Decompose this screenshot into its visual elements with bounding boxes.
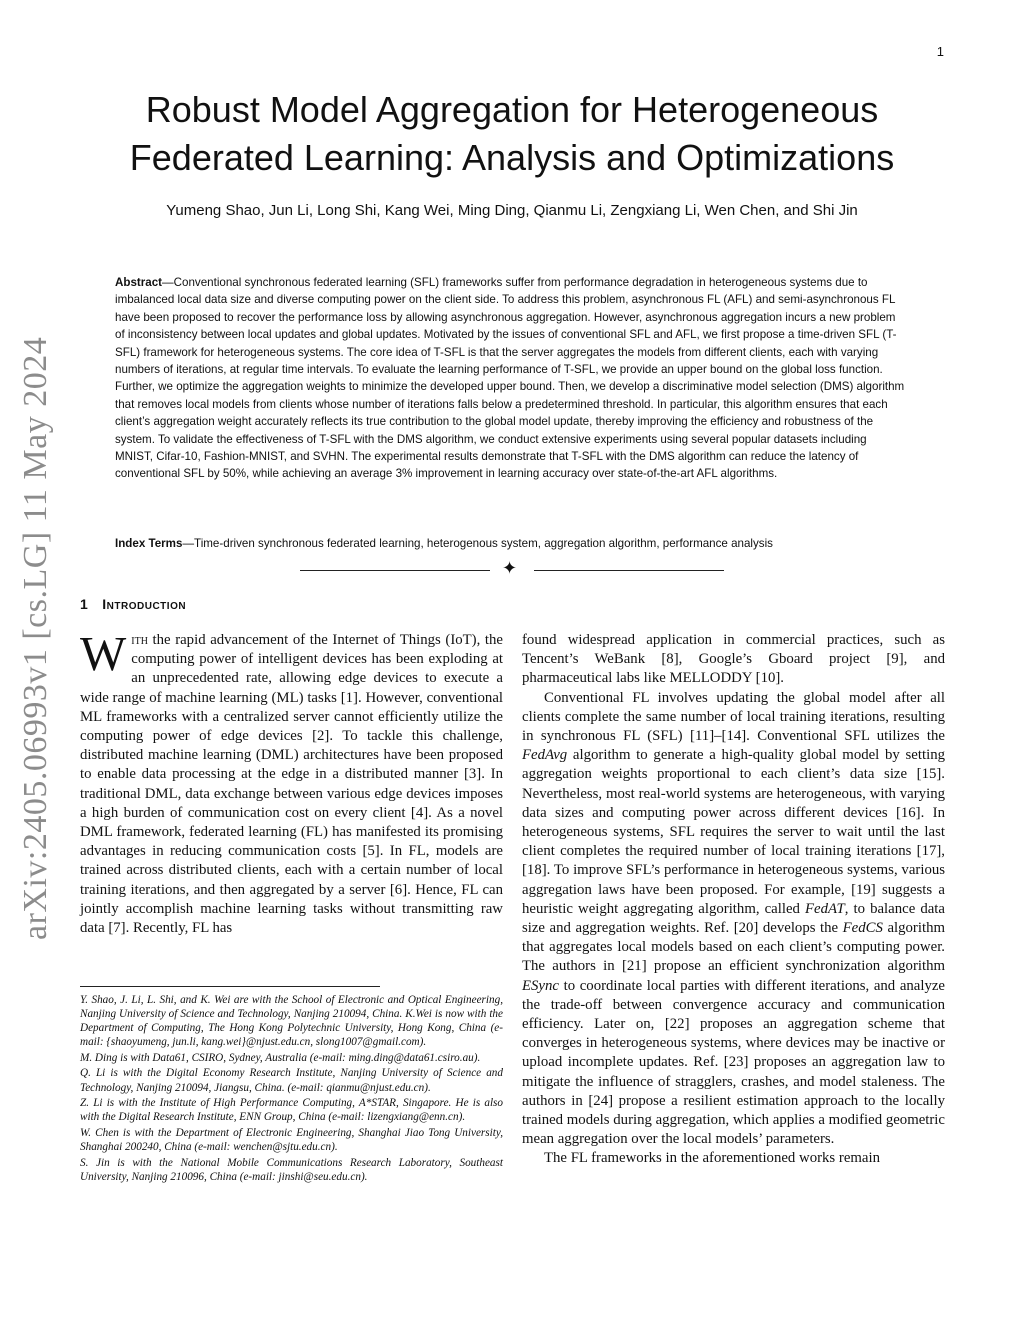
index-terms-text: —Time-driven synchronous federated learning, heterogenous system, aggregation algorithm, performance analysis bbox=[182, 537, 773, 550]
abstract bbox=[115, 274, 907, 483]
intro-paragraph-1-text: the rapid advancement of the Internet of Things (IoT), the computing power of intelligent devices has been exploding at an unprecedented rate, allowing edge devices to execute a wide range of machine learning (ML) tasks [1]. However, conventional ML frameworks with a centralized server cannot efficiently utilize the computing power of edge devices [2]. To tackle this challenge, distributed machine learning (DML) architectures have been proposed to enable data processing at the edge in a distributed manner [3]. In traditional DML, data exchange between various edge devices imposes a high burden of communication cost on every client [4]. As a novel DML framework, federated learning (FL) has manifested its promising advantages in reducing communication costs [5]. In FL, models are trained across distributed clients, each with a certain number of local training iterations, and then aggregated by a server [6]. Hence, FL can jointly accomplish machine learning tasks without transmitting raw data [7]. Recently, FL has bbox=[80, 632, 503, 937]
index-terms-label: Index Terms bbox=[115, 537, 183, 550]
separator-line-left bbox=[300, 570, 490, 571]
algorithm-name-fedcs: FedCS bbox=[842, 920, 883, 937]
footnote: W. Chen is with the Department of Electronic Engineering, Shanghai Jiao Tong University, Shanghai 200240, China (e-mail: wenchen@sjtu.edu.cn). bbox=[80, 1126, 503, 1153]
index-terms bbox=[115, 535, 907, 552]
dropcap-continuation: ith bbox=[131, 632, 148, 648]
section-number: 1 bbox=[80, 596, 89, 612]
algorithm-name-fedavg: FedAvg bbox=[522, 747, 568, 764]
intro-paragraph-1-continued: found widespread application in commercial practices, such as Tencent’s WeBank [8], Google’s Gboard project [9], and pharmaceutical labs like MELLODDY [10]. bbox=[522, 632, 945, 687]
footnote-rule bbox=[80, 986, 380, 987]
intro-paragraph-3: The FL frameworks in the aforementioned works remain bbox=[544, 1150, 880, 1167]
arxiv-identifier-stamp: arXiv:2405.06993v1 [cs.LG] 11 May 2024 bbox=[17, 336, 54, 940]
paragraph-text: , to balance data size and aggregation weights. Ref. [20] develops the bbox=[522, 900, 945, 937]
footnote: Z. Li is with the Institute of High Performance Computing, A*STAR, Singapore. He is also with the Digital Research Institute, ENN Group, China (e-mail: lizengxiang@enn.cn). bbox=[80, 1097, 503, 1124]
paragraph-text: algorithm to generate a high-quality global model by setting aggregation weights proportional to each client’s data size [15]. Nevertheless, most real-world systems are heterogeneous, with varying data sizes and computing power across different devices [16]. In heterogeneous systems, SFL requires the server to wait until the last client completes the required number of local training iterations [17], [18]. To improve SFL’s performance in heterogeneous systems, various aggregation laws have been proposed. For example, [19] suggests a heuristic weight aggregating algorithm, called bbox=[522, 747, 945, 917]
footnote: Q. Li is with the Digital Economy Research Institute, Nanjing University of Science and Technology, Nanjing 210094, Jiangsu, China. (e-mail: qianmu@njust.edu.cn). bbox=[80, 1067, 503, 1094]
author-list: Yumeng Shao, Jun Li, Long Shi, Kang Wei, Ming Ding, Qianmu Li, Zengxiang Li, Wen Chen, and Shi Jin bbox=[166, 202, 858, 219]
page-number: 1 bbox=[936, 44, 944, 59]
section-separator bbox=[300, 558, 724, 580]
section-title: Introduction bbox=[102, 596, 187, 612]
author-affiliation-footnotes bbox=[80, 993, 503, 1185]
algorithm-name-esync: ESync bbox=[522, 977, 559, 994]
abstract-text: —Conventional synchronous federated learning (SFL) frameworks suffer from performance degradation in heterogeneous systems due to imbalanced local data size and diverse computing power on the client side. To address this problem, asynchronous FL (AFL) and semi-asynchronous FL have been proposed to recover the performance loss by allowing asynchronous aggregation. However, asynchronous aggregation incurs a new problem of inconsistency between local updates and global updates. Motivated by the issues of conventional SFL and AFL, we first propose a time-driven SFL (T-SFL) framework for heterogeneous systems. The core idea of T-SFL is that the server aggregates the models from different clients, each with varying numbers of iterations, at regular time intervals. To evaluate the learning performance of T-SFL, we provide an upper bound on the global loss function. Further, we optimize the aggregation weights to minimize the developed upper bound. Then, we develop a discriminative model selection (DMS) algorithm that removes local models from clients whose number of iterations falls below a predetermined threshold. In particular, this algorithm ensures that each client’s aggregation weight accurately reflects its true contribution to the global model update, thereby improving the efficiency and robustness of the system. To validate the effectiveness of T-SFL with the DMS algorithm, we conduct extensive experiments using several popular datasets including MNIST, Cifar-10, Fashion-MNIST, and SVHN. The experimental results demonstrate that T-SFL with the DMS algorithm can reduce the latency of conventional SFL by 50%, while achieving an average 3% improvement in learning accuracy over state-of-the-art AFL algorithms. bbox=[115, 276, 905, 481]
separator-diamond-icon: ✦ bbox=[502, 558, 518, 579]
separator-line-right bbox=[534, 570, 724, 571]
algorithm-name-fedat: FedAT bbox=[805, 900, 845, 917]
paper-title: Robust Model Aggregation for Heterogeneous Federated Learning: Analysis and Optimizations bbox=[129, 89, 895, 178]
dropcap-letter: W bbox=[80, 626, 127, 681]
body-column-right bbox=[522, 631, 945, 1169]
section-heading bbox=[80, 596, 186, 612]
body-column-left bbox=[80, 626, 503, 938]
footnote: S. Jin is with the National Mobile Communications Research Laboratory, Southeast University, Nanjing 210096, China (e-mail: jinshi@seu.edu.cn). bbox=[80, 1156, 503, 1183]
footnote: M. Ding is with Data61, CSIRO, Sydney, Australia (e-mail: ming.ding@data61.csiro.au). bbox=[80, 1051, 481, 1064]
paragraph-text: Conventional FL involves updating the global model after all clients complete the same number of local training iterations, resulting in synchronous FL (SFL) [11]–[14]. Conventional SFL utilizes the bbox=[522, 689, 945, 745]
paragraph-text: to coordinate local parties with different iterations, and analyze the trade-off between convergence accuracy and communication efficiency. Later on, [22] proposes an aggregation scheme that converges in heterogeneous systems, where devices may be inactive or upload incomplete updates. Ref. [23] proposes an aggregation law to mitigate the influence of stragglers, crashes, and model staleness. The authors in [24] propose a resilient estimation approach to the locally trained models during aggregation, which applies a modified geometric mean aggregation over the local models’ parameters. bbox=[522, 977, 945, 1148]
intro-paragraph-1 bbox=[80, 626, 503, 938]
footnote: Y. Shao, J. Li, L. Shi, and K. Wei are with the School of Electronic and Optical Engineering, Nanjing University of Science and Technology, Nanjing 210094, China. K.Wei is now with the Department of Computing, The Hong Kong Polytechnic University, Hong Kong, China (e-mail: {shaoyumeng, jun.li, kang.wei}@njust.edu.cn, slong1007@gmail.com). bbox=[80, 994, 503, 1049]
paragraph-text: algorithm that aggregates local models based on each client’s computing power. The authors in [21] propose an efficient synchronization algorithm bbox=[522, 920, 945, 975]
abstract-label: Abstract bbox=[115, 276, 163, 289]
intro-paragraph-2 bbox=[522, 689, 945, 1150]
